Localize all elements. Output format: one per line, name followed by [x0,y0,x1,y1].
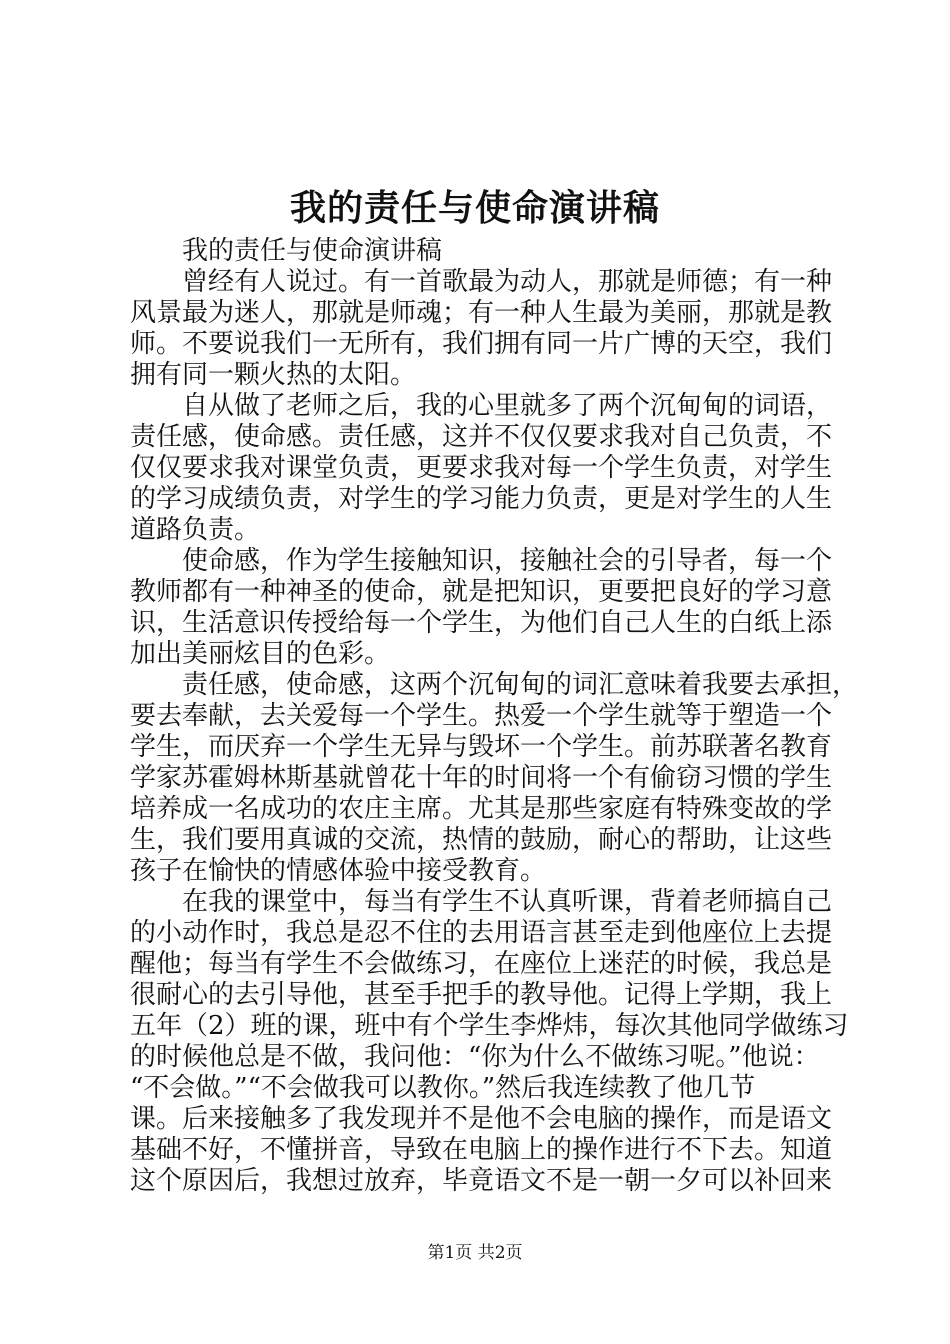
text-line: 的时候他总是不做，我问他：“你为什么不做练习呢。”他说： [130,1042,820,1072]
text-line: 道路负责。 [130,515,261,545]
text-line: 教师都有一种神圣的使命，就是把知识，更要把良好的学习意 [130,577,833,607]
text-line: 很耐心的去引导他，甚至手把手的教导他。记得上学期，我上 [130,980,833,1010]
text-line: 的学习成绩负责，对学生的学习能力负责，更是对学生的人生 [130,484,833,514]
text-line: 学生，而厌弃一个学生无异与毁坏一个学生。前苏联著名教育 [130,732,833,762]
text-line: 基础不好，不懂拼音，导致在电脑上的操作进行不下去。知道 [130,1135,833,1165]
text-line: 这个原因后，我想过放弃，毕竟语文不是一朝一夕可以补回来 [130,1166,833,1196]
page-number: 第1页 共2页 [427,1243,523,1263]
text-line: 风景最为迷人，那就是师魂；有一种人生最为美丽，那就是教 [130,298,833,328]
text-line: 拥有同一颗火热的太阳。 [130,360,417,390]
text-line: 的小动作时，我总是忍不住的去用语言甚至走到他座位上去提 [130,918,833,948]
document-body [130,236,859,1197]
text-line: 责任感，使命感，这两个沉甸甸的词汇意味着我要去承担， [182,670,859,700]
text-line: 责任感，使命感。责任感，这并不仅仅要求我对自己负责，不 [130,422,833,452]
text-line: 培养成一名成功的农庄主席。尤其是那些家庭有特殊变故的学 [130,794,833,824]
document-title: 我的责任与使命演讲稿 [289,187,660,229]
text-line: 曾经有人说过。有一首歌最为动人，那就是师德；有一种 [182,267,833,297]
text-line: 加出美丽炫目的色彩。 [130,639,391,669]
text-line: 我的责任与使命演讲稿 [182,236,443,266]
text-line: 学家苏霍姆林斯基就曾花十年的时间将一个有偷窃习惯的学生 [130,763,833,793]
text-line: 在我的课堂中，每当有学生不认真听课，背着老师搞自己 [182,887,833,917]
text-line: “不会做。”“不会做我可以教你。”然后我连续教了他几节 [130,1073,756,1103]
text-line: 师。不要说我们一无所有，我们拥有同一片广博的天空，我们 [130,329,833,359]
text-line: 生，我们要用真诚的交流，热情的鼓励，耐心的帮助，让这些 [130,825,833,855]
text-line: 使命感，作为学生接触知识，接触社会的引导者，每一个 [182,546,833,576]
text-line: 仅仅要求我对课堂负责，更要求我对每一个学生负责，对学生 [130,453,833,483]
text-line: 五年（2）班的课，班中有个学生李烨炜，每次其他同学做练习 [130,1011,849,1041]
text-line: 要去奉献，去关爱每一个学生。热爱一个学生就等于塑造一个 [130,701,833,731]
text-line: 识，生活意识传授给每一个学生，为他们自己人生的白纸上添 [130,608,833,638]
text-line: 课。后来接触多了我发现并不是他不会电脑的操作，而是语文 [130,1104,833,1134]
text-line: 醒他；每当有学生不会做练习，在座位上迷茫的时候，我总是 [130,949,833,979]
text-line: 孩子在愉快的情感体验中接受教育。 [130,856,547,886]
text-line: 自从做了老师之后，我的心里就多了两个沉甸甸的词语， [182,391,833,421]
